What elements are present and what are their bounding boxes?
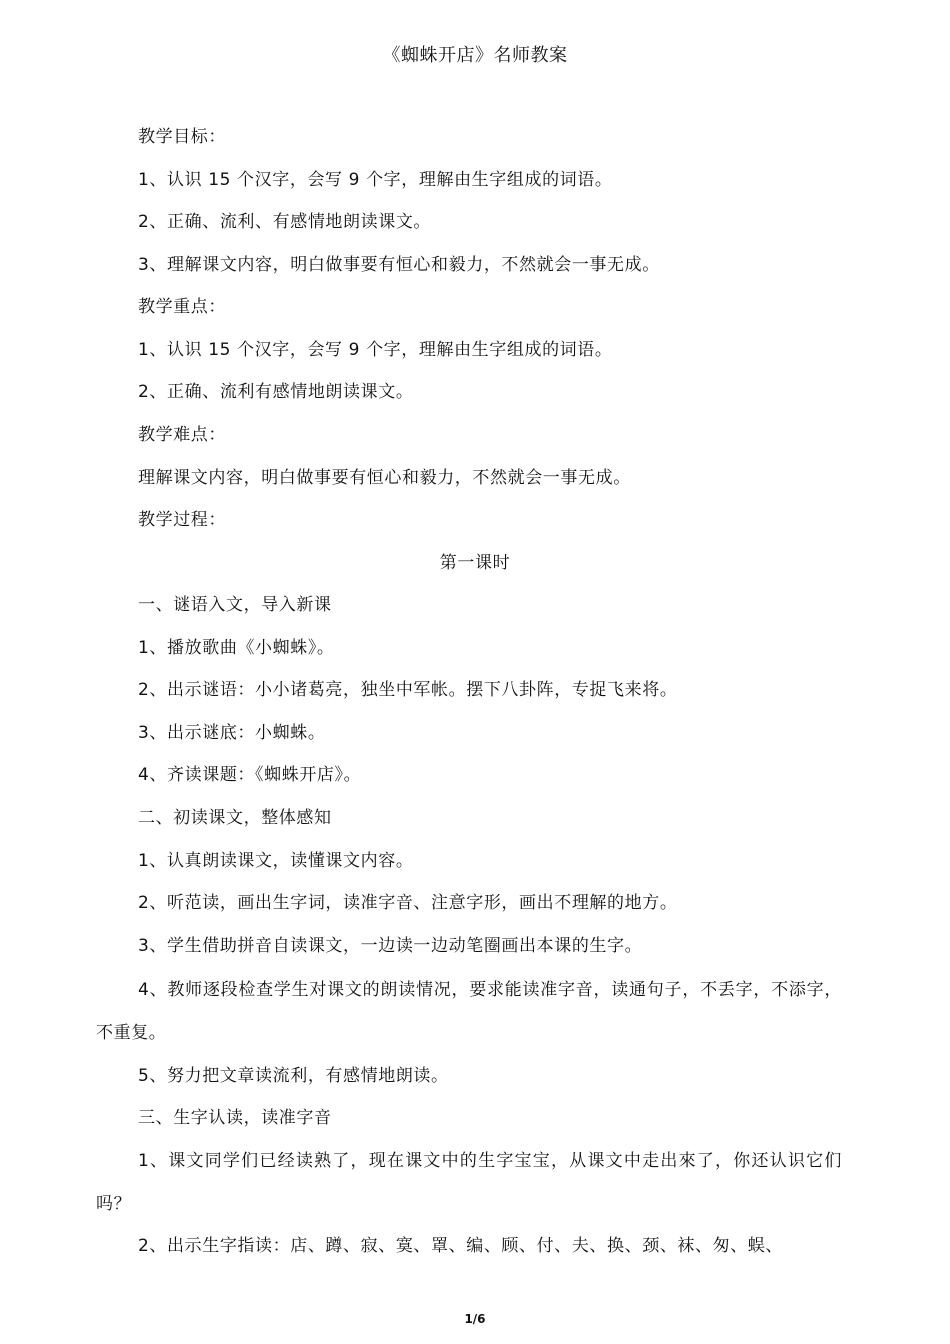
key-points-heading: 教学重点： [138, 297, 226, 317]
section-item-wrapped: 1、课文同学们已经读熟了，现在课文中的生字宝宝，从课文中走出來了，你还认识它们吗？ [96, 1151, 842, 1214]
section-item: 4、齐读课题：《蜘蛛开店》。 [138, 765, 362, 785]
difficulty-text: 理解课文内容，明白做事要有恒心和毅力，不然就会一事无成。 [138, 468, 631, 488]
objective-item: 2、正确、流利、有感情地朗读课文。 [138, 212, 432, 232]
section-item: 2、出示谜语：小小诸葛亮，独坐中军帐。摆下八卦阵，专捉飞来将。 [138, 680, 678, 700]
page-number: 1/6 [464, 1312, 486, 1326]
section-heading: 二、初读课文，整体感知 [138, 808, 332, 828]
section-item: 3、出示谜底：小蜘蛛。 [138, 723, 326, 743]
key-point-item: 1、认识 15 个汉字，会写 9 个字，理解由生字组成的词语。 [138, 340, 613, 360]
section-item: 2、出示生字指读：店、蹲、寂、寞、罩、编、顾、付、夫、换、颈、袜、匆、蜈、 [138, 1236, 784, 1256]
objective-item: 1、认识 15 个汉字，会写 9 个字，理解由生字组成的词语。 [138, 170, 613, 190]
difficulty-heading: 教学难点： [138, 425, 226, 445]
section-heading: 一、谜语入文，导入新课 [138, 595, 332, 615]
objective-item: 3、理解课文内容，明白做事要有恒心和毅力，不然就会一事无成。 [138, 255, 660, 275]
section-item: 3、学生借助拼音自读课文，一边读一边动笔圈画出本课的生字。 [138, 936, 643, 956]
section-heading: 三、生字认读，读准字音 [138, 1108, 332, 1128]
process-heading: 教学过程： [138, 510, 226, 530]
lesson-title: 第一课时 [439, 553, 511, 573]
key-point-item: 2、正确、流利有感情地朗读课文。 [138, 382, 414, 402]
section-item: 1、认真朗读课文，读懂课文内容。 [138, 851, 414, 871]
section-item: 1、播放歌曲《小蜘蛛》。 [138, 638, 335, 658]
section-item: 5、努力把文章读流利，有感情地朗读。 [138, 1066, 449, 1086]
section-item: 2、听范读，画出生字词，读准字音、注意字形，画出不理解的地方。 [138, 893, 678, 913]
objectives-heading: 教学目标： [138, 127, 226, 147]
section-item-wrapped: 4、教师逐段检查学生对课文的朗读情况，要求能读准字音，读通句子，不丢字，不添字，不重复。 [96, 980, 842, 1043]
document-title: 《蜘蛛开店》名师教案 [382, 45, 568, 66]
